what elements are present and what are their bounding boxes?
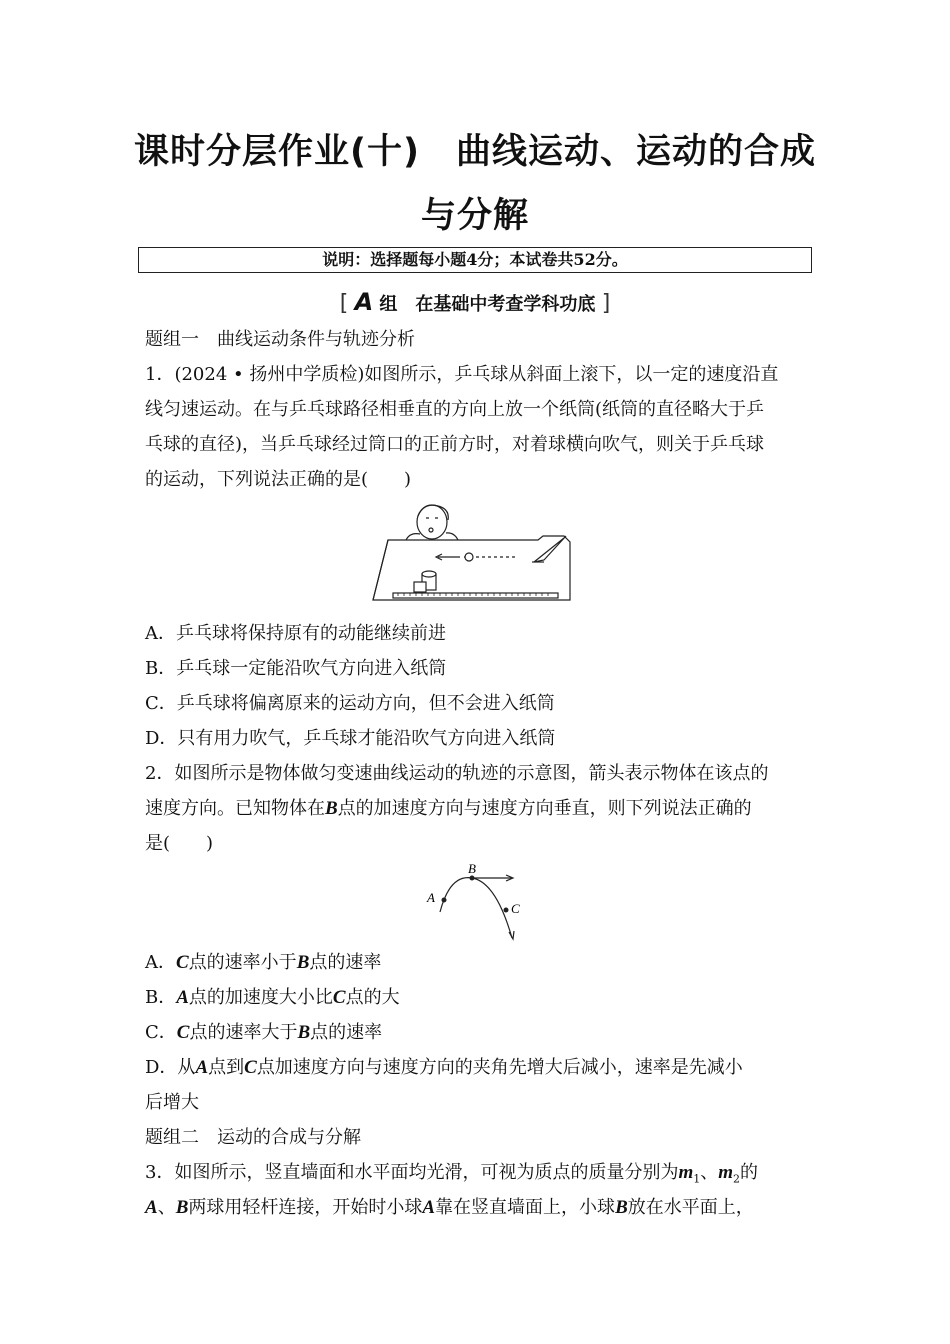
point-a-label: A — [427, 890, 435, 905]
point-b-dot — [470, 876, 475, 881]
q2-line-2-a: 速度方向。已知物体在 — [145, 798, 325, 819]
q1-line-4: 的运动，下列说法正确的是( ) — [145, 469, 412, 490]
topic-1-heading: 题组一 曲线运动条件与轨迹分析 — [145, 329, 415, 350]
q3-line-2 — [145, 1195, 815, 1221]
instructions-box: 说明：选择题每小题4分；本试卷共52分。 — [138, 247, 812, 273]
q2-opt-d-var-2: C — [244, 1057, 257, 1078]
q2-line-2-c: 点的加速度方向与速度方向垂直，则下列说法正确的 — [337, 798, 752, 819]
q2-opt-d-text-1: 点到 — [208, 1057, 245, 1078]
q2-option-a — [145, 950, 815, 976]
q2-opt-a-var-2: B — [296, 952, 310, 973]
q3-var-a: A — [145, 1197, 158, 1218]
q2-opt-b-var-1: A — [176, 987, 189, 1008]
topic-2-heading: 题组二 运动的合成与分解 — [145, 1127, 361, 1148]
q2-opt-d-text-2: 点加速度方向与速度方向的夹角先增大后减小，速率是先减小 — [256, 1057, 743, 1078]
q2-option-b — [145, 985, 815, 1011]
q2-opt-a-prefix: A． — [145, 952, 176, 973]
q2-option-d-cont: 后增大 — [145, 1092, 199, 1113]
open-bracket: [ — [339, 291, 349, 316]
q3-mass-1-sub: 1 — [693, 1172, 701, 1186]
q1-figure-pingpong-table — [368, 500, 582, 610]
q3-var-b: B — [175, 1197, 189, 1218]
point-b-label: B — [468, 861, 476, 876]
q2-option-d — [145, 1055, 815, 1081]
q1-line-3: 乓球的直径)，当乒乓球经过筒口的正前方时，对着球横向吹气，则关于乒乓球 — [145, 434, 765, 455]
q1-line-2: 线匀速运动。在与乒乓球路径相垂直的方向上放一个纸筒(纸筒的直径略大于乒 — [145, 399, 765, 420]
q2-line-1: 2．如图所示是物体做匀变速曲线运动的轨迹的示意图，箭头表示物体在该点的 — [145, 763, 769, 784]
group-a-label: 组 在基础中考查学科功底 — [379, 294, 596, 315]
q1-option-b: B．乒乓球一定能沿吹气方向进入纸筒 — [145, 658, 447, 679]
q1-option-d: D．只有用力吹气，乒乓球才能沿吹气方向进入纸筒 — [145, 728, 556, 749]
point-c-label: C — [511, 901, 520, 916]
q2-var-b: B — [325, 798, 338, 819]
q3-mass-1: m — [678, 1162, 694, 1183]
point-c-dot — [504, 908, 509, 913]
q3-line-2-text-2: 靠在竖直墙面上，小球 — [435, 1197, 616, 1218]
q3-var-a-2: A — [422, 1197, 436, 1218]
q2-opt-c-var-2: B — [297, 1022, 311, 1043]
q2-opt-d-prefix: D．从 — [145, 1057, 196, 1078]
q3-sep-2: 、 — [157, 1197, 176, 1218]
q2-opt-c-text-2: 点的速率 — [310, 1022, 383, 1043]
q2-opt-b-text-1: 点的加速度大小比 — [188, 987, 333, 1008]
q3-mass-2: m — [718, 1162, 734, 1183]
group-a-heading — [0, 289, 950, 318]
q2-opt-b-var-2: C — [332, 987, 346, 1008]
group-a-badge: A — [354, 288, 374, 316]
q2-opt-a-var-1: C — [176, 952, 189, 973]
close-bracket: ] — [601, 291, 611, 316]
q2-opt-c-var-1: C — [176, 1022, 190, 1043]
q2-opt-b-prefix: B． — [145, 987, 177, 1008]
q2-opt-c-text-1: 点的速率大于 — [189, 1022, 298, 1043]
q1-option-a: A．乒乓球将保持原有的动能继续前进 — [145, 623, 446, 644]
q2-opt-a-text-1: 点的速率小于 — [188, 952, 297, 973]
point-a-dot — [442, 898, 447, 903]
page-title-line-1: 课时分层作业(十) 曲线运动、运动的合成 — [134, 132, 816, 172]
q2-opt-a-text-2: 点的速率 — [309, 952, 382, 973]
q3-var-b-2: B — [615, 1197, 628, 1218]
q1-line-1: 1．(2024 • 扬州中学质检)如图所示，乒乓球从斜面上滚下，以一定的速度沿直 — [145, 364, 779, 385]
q3-line-2-text-3: 放在水平面上， — [627, 1197, 754, 1218]
q3-sep: 、 — [700, 1162, 719, 1183]
q1-option-c: C．乒乓球将偏离原来的运动方向，但不会进入纸筒 — [145, 693, 555, 714]
q2-line-2 — [145, 796, 815, 822]
q3-mass-2-sub: 2 — [733, 1172, 741, 1186]
q2-figure-trajectory — [420, 860, 530, 942]
q3-line-2-text-1: 两球用轻杆连接，开始时小球 — [188, 1197, 423, 1218]
q2-option-c — [145, 1020, 815, 1046]
q2-opt-c-prefix: C． — [145, 1022, 177, 1043]
q3-line-1-text: 3．如图所示，竖直墙面和水平面均光滑，可视为质点的质量分别为 — [145, 1162, 679, 1183]
q2-opt-d-var-1: A — [195, 1057, 209, 1078]
q2-line-3: 是( ) — [145, 833, 214, 854]
page-title-line-2: 与分解 — [420, 196, 529, 236]
q3-line-1 — [145, 1160, 815, 1193]
q2-opt-b-text-2: 点的大 — [345, 987, 400, 1008]
q3-line-1-end: 的 — [740, 1162, 759, 1183]
